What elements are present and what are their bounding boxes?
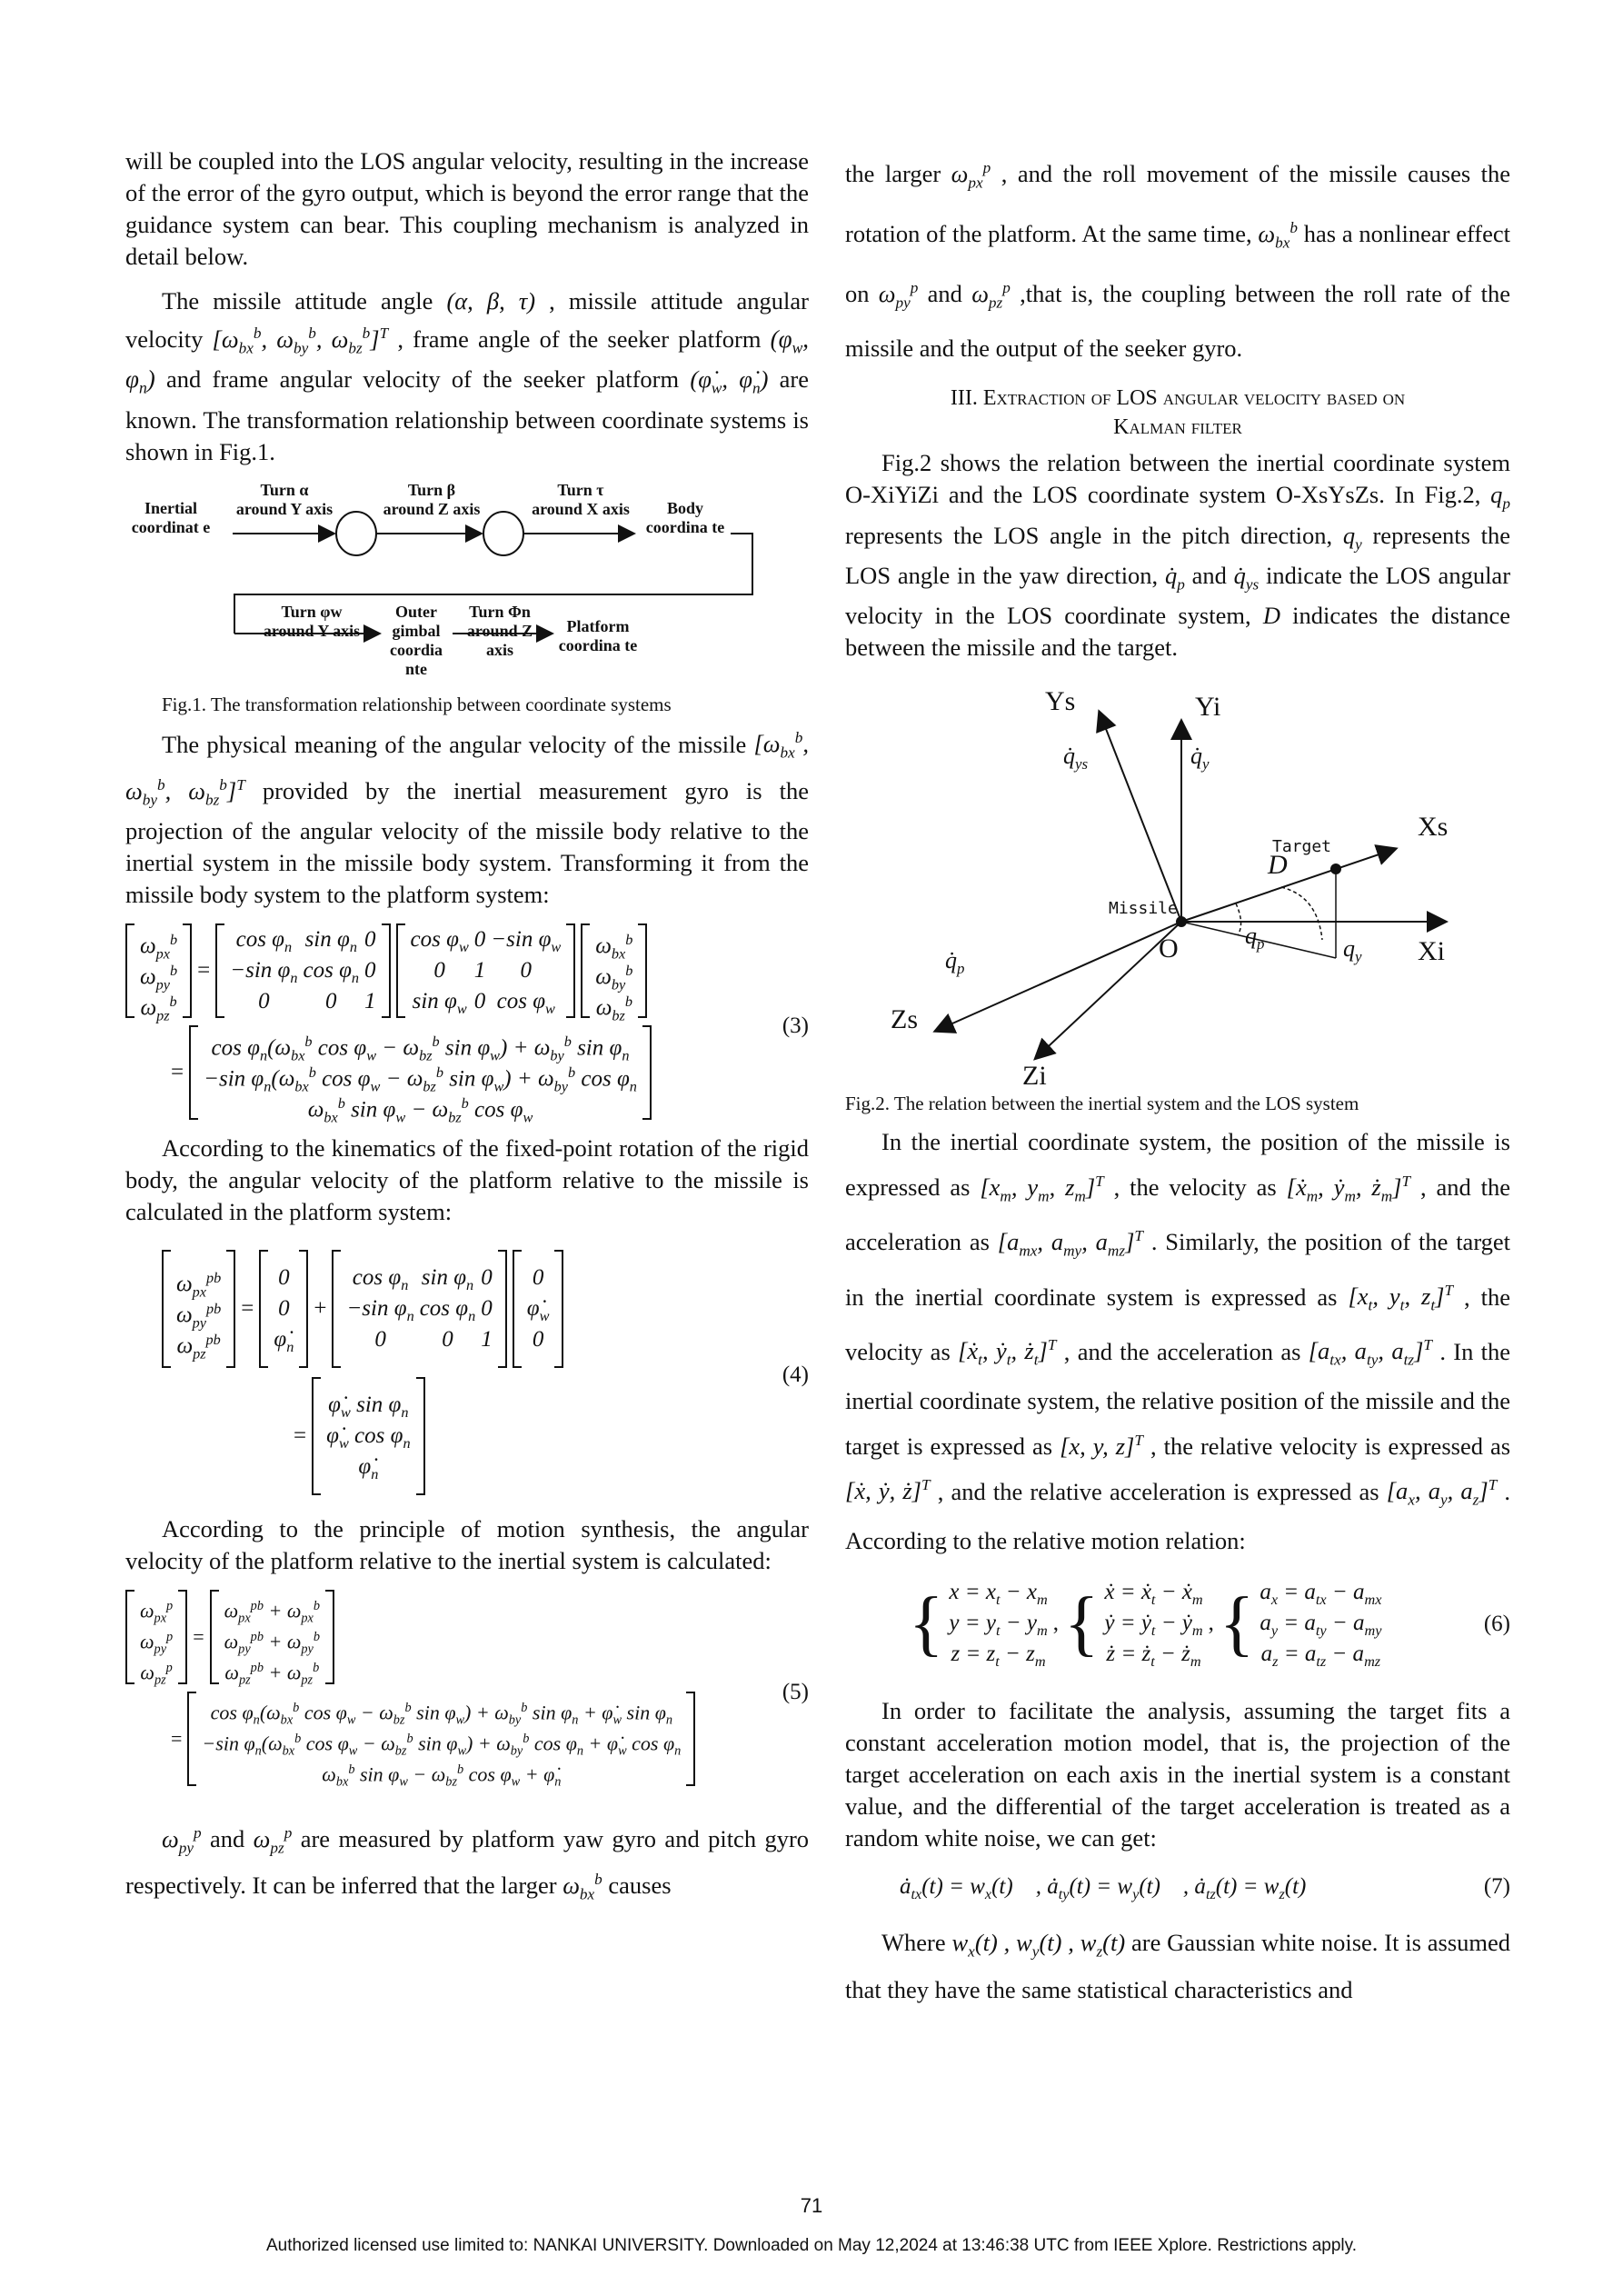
text: and (927, 280, 962, 308)
fig2-diagram (845, 685, 1510, 1085)
text: , and the relative acceleration is expressed as (937, 1477, 1379, 1505)
equation-5: $\omega_{px}^p$ $\omega_{py}^p$ $\omega_{pz}^p$ = $\omega_{px}^{pb} + \omega_{px}^b$ $\omega_{py}^{pb} + \omega_{py}^b$ $\omega_{pz}^{pb} + \omega_{pz}^b$ = $\cos \varphi_n(\omega_{bx}^b$ $\cos \varphi_w - \omega_{bz}^b$ $\sin \varphi_w) + \omega_{by}^b$ $\sin \varphi_n$ + $\varphi̇_w$ $\sin \varphi_n$ −sin $\varphi_n(\omega_{bx}^b$ $\cos \varphi_w - \omega_{bz}^b$ $\sin \varphi_w) + \omega_{by}^b$ $\cos \varphi_n$ + $\varphi̇_w$ $\cos \varphi_n$ $\omega_{bx}^b$ $\sin \varphi_w - \omega_{bz}^b$ $\cos \varphi_w$ + $\varphi̇_n$ (5) (125, 1590, 809, 1817)
math: [$\omega_{bx}^b$, $\omega_{by}^b$, $\omega_{bz}^b]^T$ (125, 729, 810, 808)
fig1-turn-tau: Turn τ around X axis (532, 480, 630, 518)
equation-number: (6) (1483, 1611, 1510, 1636)
text: , the relative velocity is expressed as (1150, 1432, 1511, 1460)
missile-label: Missile (1109, 899, 1178, 919)
paragraph (125, 723, 809, 911)
text: the larger (845, 159, 941, 187)
equation-3: $\omega_{px}^b$ $\omega_{py}^b$ $\omega_{pz}^b$ = $\cos \varphi_n$ −sin $\varphi_n$ 0 $\sin \varphi_n$ $\cos \varphi_n$ 0 0 0 1 $\cos \varphi_w$ 0 $\sin \varphi_w$ 0 1 0 −sin $\varphi_w$ 0 $\cos \varphi_w$ $\omega_{bx}^b$ $\omega_{by}^b$ $\omega_{bz}^b$ = $\cos \varphi_n(\omega_{bx}^b$ $\cos \varphi_w - \omega_{bz}^b$ $\sin \varphi_w) + \omega_{by}^b$ $\sin \varphi_n$ −sin $\varphi_n(\omega_{bx}^b$ $\cos \varphi_w - \omega_{bz}^b$ $\sin \varphi_w) + \omega_{by}^b$ $\cos \varphi_n$ $\omega_{bx}^b$ $\sin \varphi_w - \omega_{bz}^b$ $\cos \varphi_w$ (3) (125, 923, 809, 1133)
qy-label: $q_y$ (1343, 935, 1362, 966)
text: Where (881, 1928, 946, 1956)
qdot-y-label: $q̇_y$ (1190, 743, 1210, 774)
text: are Gaussian white noise. It is assumed that they have the same statistical characteristics and (845, 1928, 1511, 2004)
math: $q_y$ (1342, 521, 1362, 553)
math: $\omega_{py}^p$ (878, 279, 919, 312)
text: are measured by platform yaw gyro and pitch gyro respectively. It can be inferred that the larger (125, 1824, 810, 1899)
text: The missile attitude angle (162, 287, 433, 314)
text: . Similarly, the position of the target in the inertial coordinate system is expressed as (845, 1228, 1511, 1311)
fig1-caption: Fig.1. The transformation relationship between coordinate systems (162, 693, 672, 715)
section-number: III. (950, 386, 978, 411)
qdot-ys-label: $q̇_{ys}$ (1063, 743, 1089, 774)
equation-body: $ȧ_{tx}(t) = w_x(t)$ , $ȧ_{ty}(t) = w_y(t)$ , $ȧ_{tz}(t) = w_z(t)$ (900, 1873, 1307, 1902)
equation-4: $\omega_{px}^{pb}$ $\omega_{py}^{pb}$ $\omega_{pz}^{pb}$ = 0 0 $\varphi̇_n$ + $\cos \varphi_n$ −sin $\varphi_n$ 0 $\sin \varphi_n$ $\cos \varphi_n$ 0 0 0 1 0 $\varphi̇_w$ 0 = $\varphi̇_w$ $\sin \varphi_n$ $\varphi̇_w$ $\cos \varphi_n$ $\varphi̇_n$ (4) (125, 1241, 809, 1513)
paragraph: According to the principle of motion synthesis, the angular velocity of the platform relative to the inertial system is calculated: (125, 1514, 809, 1574)
section-title: Extraction of LOS angular velocity based on (982, 386, 1406, 411)
paragraph: According to the kinematics of the fixed-point rotation of the rigid body, the angular velocity of the platform relative to the missile is calculated in the platform system: (125, 1133, 809, 1225)
math: [$x_t$, $y_t$, $z_t]^T$ (1348, 1282, 1454, 1314)
text: has a nonlinear effect on (845, 219, 1511, 308)
text: . In the inertial coordinate system, the relative position of the missile and the target is expressed as (845, 1337, 1511, 1460)
math: [ẋ$_t$, ẏ$_t$, $ż_t]^T$ (958, 1336, 1057, 1369)
section-title: Kalman filter (1113, 415, 1242, 440)
math: [$x_m$, $y_m$, $z_m]^T$ (980, 1173, 1104, 1205)
fig1-outer: Outer gimbal coordia nte (390, 602, 443, 678)
left-column (125, 145, 809, 1910)
fig1-turn-phin: Turn Φn around Z axis (466, 602, 533, 659)
page-number: 71 (800, 2194, 823, 2217)
text: represents the LOS angle in the pitch direction, (845, 521, 1333, 549)
math: $\omega_{pz}^p$ (971, 279, 1011, 312)
math: [$a_{tx}$, $a_{ty}$, $a_{tz}]^T$ (1308, 1336, 1432, 1369)
text: causes (608, 1871, 672, 1899)
text: , missile attitude angular velocity (125, 287, 810, 353)
fig1-turn-alpha: Turn α around Y axis (235, 480, 334, 518)
math: $\omega_{px}^p$ (951, 159, 991, 192)
math: [$\omega_{bx}^b$, $\omega_{by}^b$, $\omega_{bz}^b]^T$ (212, 324, 389, 357)
math: $\omega_{pz}^p$ (253, 1823, 293, 1856)
origin-label: O (1159, 933, 1179, 964)
license-notice: Authorized licensed use limited to: NANKAI UNIVERSITY. Downloaded on May 12,2024 at 13:46:38 UTC from IEEE Xplore. Restrictions apply. (265, 2236, 1358, 2255)
paragraph (125, 1817, 809, 1910)
axis-zi: Zi (1022, 1061, 1047, 1092)
text: , and the acceleration as (845, 1173, 1510, 1256)
paragraph: will be coupled into the LOS angular velocity, resulting in the increase of the error of the gyro output, which is beyond the error range that the guidance system can bear. This coupling mechanism is analyzed in detail below. (125, 147, 809, 270)
distance-label: D (1268, 850, 1288, 881)
text: , the velocity as (1113, 1173, 1277, 1202)
fig1-turn-phiw: Turn φw around Y axis (263, 602, 361, 640)
section-heading (845, 384, 1510, 442)
text: provided by the inertial measurement gyro is the projection of the angular velocity of the missile body relative to the inertial system in the missile body system. Transforming it from the missile body system to the platform system: (125, 776, 809, 908)
math: [$a_x$, $a_y$, $a_z]^T$ (1386, 1476, 1498, 1509)
equation-number: (7) (1483, 1873, 1510, 1899)
text: indicate the LOS angular velocity in the LOS coordinate system, (845, 561, 1511, 630)
text: and (210, 1824, 245, 1852)
equation-number: (4) (782, 1362, 809, 1387)
equation-number: (3) (782, 1013, 809, 1038)
figure-1 (125, 481, 809, 717)
figure-2 (845, 685, 1510, 1113)
math: [x, y, z]$^T$ (1060, 1431, 1143, 1460)
math: $q̇_{ys}$ (1233, 561, 1260, 594)
equation-number: (5) (782, 1679, 809, 1704)
axis-zs: Zs (891, 1004, 918, 1035)
axis-xi: Xi (1418, 936, 1445, 967)
math: $w_x(t)$ , $w_y(t)$ , $w_z(t)$ (951, 1928, 1126, 1961)
text: , the velocity as (845, 1283, 1511, 1365)
math: $\omega_{bx}^b$ (1258, 219, 1298, 252)
math: [ẋ, ẏ, ż]$^T$ (845, 1476, 931, 1505)
fig1-platform: Platform coordina te (558, 616, 638, 654)
fig1-body: Body coordina te (645, 498, 725, 536)
text: In the inertial coordinate system, the position of the missile is expressed as (845, 1128, 1510, 1202)
paragraph: In order to facilitate the analysis, assuming the target fits a constant acceleration motion model, that is, the projection of the target acceleration on each axis in the inertial system is a constant value, and the differential of the target acceleration is treated as a random white noise, we can get: (845, 1696, 1510, 1852)
math: $\omega_{py}^p$ (162, 1823, 202, 1856)
axis-xs: Xs (1418, 812, 1449, 843)
paragraph (845, 1122, 1510, 1560)
math: $q_p$ (1490, 481, 1510, 513)
equation-6: { $x = x_t - x_m$ $y = y_t - y_m$ $z = z_t - z_m$ , { ẋ = ẋ$_t$ − ẋ$_m$ ẏ = ẏ$_t$ − ẏ$_m$ ż = $ż_t$ − $ż_m$ , { $a_x = a_{tx} - a_{mx}$ $a_y = a_{ty} - a_{my}$ $a_z = a_{tz} - a_{mz}$ (6) (909, 1579, 1510, 1670)
text: Fig.2 shows the relation between the inertial coordinate system O-XiYiZi and the LOS coordinate system O-XsYsZs. In Fig.2, (845, 449, 1510, 509)
text: . According to the relative motion relation: (845, 1477, 1511, 1554)
text: , and the acceleration as (1063, 1337, 1301, 1365)
text: are known. The transformation relationship between coordinate systems is shown in Fig.1. (125, 365, 810, 465)
qdot-p-label: $q̇_p$ (945, 947, 965, 978)
math: $q̇_p$ (1164, 561, 1185, 594)
text: The physical meaning of the angular velocity of the missile (162, 730, 747, 758)
math: $\omega_{bx}^b$ (563, 1870, 602, 1903)
paragraph (845, 1923, 1510, 2009)
equation-7 (845, 1867, 1510, 1911)
axis-ys: Ys (1045, 686, 1076, 717)
text: ,that is, the coupling between the roll rate of the missile and the output of the seeker gyro. (845, 280, 1511, 363)
right-column (845, 145, 1510, 2009)
fig1-turn-beta: Turn β around Z axis (383, 480, 481, 518)
text: represents the LOS angle in the yaw direction, (845, 521, 1511, 589)
text: and frame angular velocity of the seeker platform (165, 365, 680, 394)
text: , frame angle of the seeker platform (397, 324, 762, 353)
math: ($\varphi̇_w$, $\varphi̇_n$) (690, 365, 769, 397)
text: indicates the distance between the missile and the target. (845, 602, 1510, 662)
paragraph: Fig.2 shows the relation between the inertial coordinate system O-XiYiZi and the LOS coordinate system O-XsYsZs. In Fig.2, $q_p$ represents the LOS angle in the pitch direction, $q_y$ represents the LOS angle in the yaw direction, $q̇_p$ and $q̇_{ys}$ indicate the LOS angular velocity in the LOS coordinate system, D indicates the distance between the missile and the target. (845, 449, 1511, 662)
text: and (1191, 561, 1227, 589)
math: [$a_{mx}$, $a_{my}$, $a_{mz}]^T$ (997, 1227, 1143, 1260)
paragraph (125, 285, 809, 468)
math: [ẋ$_m$, ẏ$_m$, $ż_m]^T$ (1286, 1173, 1411, 1205)
fig2-caption: Fig.2. The relation between the inertial system and the LOS system (845, 1093, 1359, 1115)
target-label: Target (1272, 837, 1332, 857)
qp-label: $q_p$ (1245, 923, 1265, 953)
math: (α, β, τ) (446, 287, 536, 314)
paragraph (845, 145, 1510, 371)
text: , and the roll movement of the missile causes the rotation of the platform. At the same time, (845, 159, 1511, 247)
math: ($\varphi_w$, $\varphi_n$) (125, 324, 810, 397)
fig1-inertial: Inertial coordinat e (131, 498, 211, 536)
axis-yi: Yi (1195, 692, 1221, 723)
